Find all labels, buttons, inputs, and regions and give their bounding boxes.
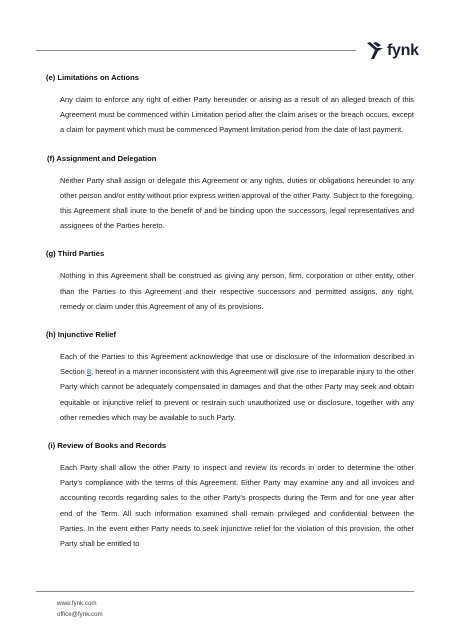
section-third-parties [46, 249, 414, 314]
paragraph-text: , hereof in a manner inconsistent with this Agreement will give rise to irreparable injury to the other Party which cannot be adequately compensated in damages and that the other Party may seek and obtain equitable or injunctive relief to prevent or restrain such unauthorized use or disclosure, together with any other remedies which may be available to such Party. [60, 367, 415, 422]
section-paragraph: Any claim to enforce any right of either Party hereunder or arising as a result of an alleged breach of this Agreement must be commenced within Limitation period after the claim arises or the breach occurs, except a claim for payment which must be commenced Payment limitation period from the date of last payment. [60, 95, 414, 135]
section-paragraph: Nothing in this Agreement shall be construed as giving any person, firm, corporation or other entity, other than the Parties to this Agreement and their respective successors and permitted assigns, any right, remedy or claim under this Agreement of any of its provisions. [60, 271, 414, 311]
fynk-logo [366, 40, 419, 62]
header-divider [36, 50, 356, 51]
section-8-link[interactable]: 8 [86, 367, 92, 377]
footer [57, 598, 103, 620]
section-paragraph: Neither Party shall assign or delegate this Agreement or any rights, duties or obligations hereunder to any other person and/or entity without prior express written approval of the other Party. Subject to the foregoing, this Agreement shall inure to the benefit of and be binding upon the successors, legal representatives and assignees of the Parties hereto. [60, 175, 414, 231]
section-injunctive-relief [46, 330, 414, 425]
section-assignment [46, 154, 414, 234]
footer-divider [36, 591, 414, 592]
section-heading: (g) Third Parties [46, 249, 105, 259]
section-heading: (i) Review of Books and Records [48, 441, 167, 451]
footer-email[interactable]: office@fynk.com [57, 611, 103, 618]
fynk-bird-icon [366, 41, 384, 61]
section-paragraph: Each Party shall allow the other Party to inspect and review its records in order to determine the other Party's compliance with the terms of this Agreement. Either Party may examine any and all invoices and accounting records regarding sales to the other Party's prospects during the Term and for one year after end of the Term. All such information examined shall remain privileged and confidential between the Parties. In the event either Party needs to seek injunctive relief for the violation of this provision, the other Party shall be entitled to [60, 463, 414, 549]
logo-wordmark: fynk [387, 42, 419, 59]
section-limitations [46, 73, 414, 138]
document-body [46, 73, 414, 551]
footer-website[interactable]: www.fynk.com [57, 600, 97, 607]
section-paragraph [46, 349, 414, 425]
section-heading: (f) Assignment and Delegation [47, 153, 157, 163]
section-heading: (e) Limitations on Actions [46, 73, 139, 82]
section-review-books [46, 441, 414, 551]
paragraph-text: Each of the Parties to this Agreement acknowledge that use or disclosure of the information described in Section [60, 352, 414, 377]
section-heading: (h) Injunctive Relief [46, 330, 117, 340]
